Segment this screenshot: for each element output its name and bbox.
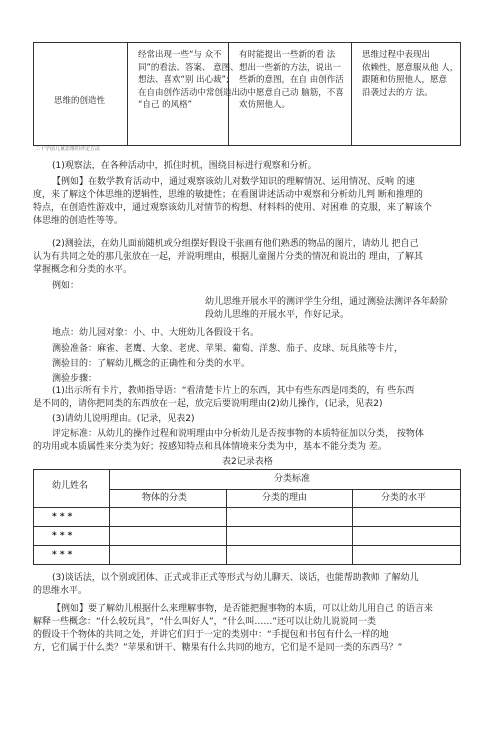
scoring-line: 的功用或本质属性来分类为好；按感知特点和具体情境来分类为中，基本不能分类为 差。 bbox=[33, 442, 387, 452]
table2-caption: 表2记录表格 bbox=[222, 457, 273, 467]
evaluation-table bbox=[33, 42, 461, 146]
criteria-group-header: 分类标准 bbox=[274, 474, 311, 484]
example-label: 例如： bbox=[52, 281, 80, 291]
test-materials: 测验准备：麻雀、老鹰、大象、老虎、苹果、葡萄、洋葱、茄子、皮球、玩具熊等卡片， bbox=[52, 344, 404, 354]
test-steps-label: 测验步骤： bbox=[52, 374, 98, 384]
table-row: * * * bbox=[52, 512, 73, 522]
test-step-3: (3)请幼儿说明理由。(记录，见表2) bbox=[52, 414, 195, 424]
test-location: 地点：幼儿园对象：小、中、大班幼儿各假设干名。 bbox=[52, 328, 260, 338]
test-intro: 幼儿思维开展水平的测评学生分组，通过测验法测评各年龄阶 段幼儿思维的开展水平，作好记录。 bbox=[205, 297, 449, 320]
record-table bbox=[33, 469, 461, 565]
table-row: * * * bbox=[52, 550, 73, 560]
observation-example: 【例如】在数学教育活动中，通过观察该幼儿对数学知识的理解情况、运用情况、反响 的速 度，来了解这个体思维的逻辑性，思维的敏捷性；在看图讲述活动中观察和分析幼儿判 断和推理的 特点，在创造性游戏中，通过观察该幼儿对情节的构想、材料料的使用、对困难 的克服，来了解该个 体思维的创造性等等。 bbox=[33, 177, 432, 226]
level-poor-cell: 思维过程中表现出 依赖性，愿意服从他 人， 跟随和仿照他人，愿意 沿袭过去的方 法。 bbox=[362, 50, 459, 98]
classification-level-header: 分类的水平 bbox=[381, 493, 427, 503]
observation-method: (1)观察法，在各种活动中，抓住时机，围绕目标进行观察和分析。 bbox=[52, 161, 317, 171]
interview-example: 【例如】要了解幼儿根据什么来理解事物，是否能把握事物的本质，可以让幼儿用自己 的语言来 解释一些概念：“什么较玩具”，“什么叫好人”，“什么叫……”还可以让幼儿说说同一类 的假设干个物体的共同之处，并讲它们归于一定的类别中：“手提包和书包有什么一样的地 方，它们属于什么类？”苹果和饼干、糖果有什么共同的地方，它们是不是同一类的东西马？” bbox=[33, 604, 433, 653]
test-step-1: (1)出示所有卡片，教师指导语：“看清楚卡片上的东西，其中有些东西是同类的，有 些东西 是不同的，请你把同类的东西放在一起，放完后要说明理由(2)幼儿操作，(记录，见表2) bbox=[33, 386, 415, 409]
level-good-cell: 经常出现一些“与 众不 同”的看法、答案、 意图、 想法、喜欢“别 出心裁”; 在自由创作活动中常创造出 “自己 的风格” bbox=[138, 50, 241, 110]
table-footnote: 二十学前儿童思维的评定方法 bbox=[35, 146, 101, 152]
object-classification-header: 物体的分类 bbox=[142, 493, 188, 503]
test-purpose: 测验目的：了解幼儿概念的正确性和分类的水平。 bbox=[52, 359, 251, 369]
interview-method: (3)谈话法，以个别或团体、正式或非正式等形式与幼儿聊天、谈话，也能帮助教师 了解幼儿 的思维水平。 bbox=[33, 573, 419, 596]
table-row: * * * bbox=[52, 531, 73, 541]
scoring-criteria-lines bbox=[33, 428, 424, 454]
level-medium-cell: 有时能提出一些新的看 法 想出一些新的方法，说出一 些新的意图，在自 由创作活 动中愿意自己动 脑筋，不喜 欢仿照他人。 bbox=[239, 50, 344, 110]
scoring-line: 评定标准：从幼儿的操作过程和说明理由中分析幼儿是否按事物的本质特征加以分类， 按物体 bbox=[52, 429, 424, 439]
test-method: (2)测验法，在幼儿面前随机或分组摆好假设干张画有他们熟悉的物品的图片，请幼儿 把自己 认为有共同之处的那几张放在一起，并说明理由，根据儿童图片分类的情况和说出的 理由，了解其 掌握概念和分类的水平。 bbox=[33, 239, 423, 275]
table-row-label: 思维的创造性 bbox=[54, 96, 106, 106]
name-column-header: 幼儿姓名 bbox=[52, 481, 89, 491]
classification-reason-header: 分类的理由 bbox=[262, 493, 308, 503]
